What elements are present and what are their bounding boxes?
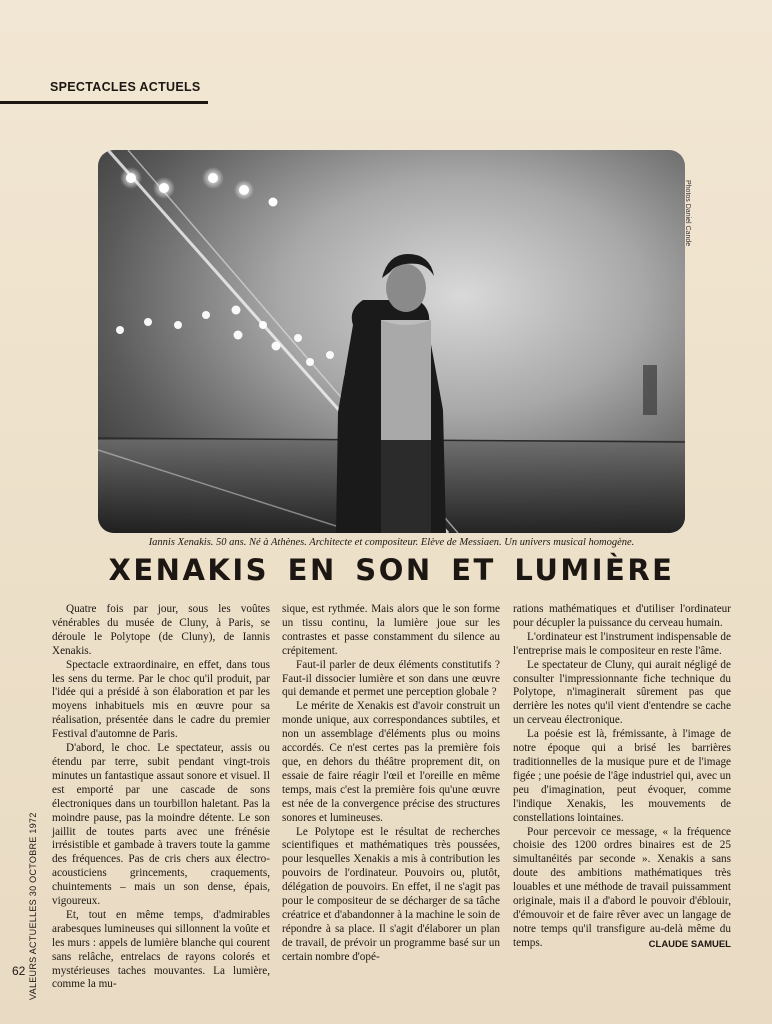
running-head: VALEURS ACTUELLES 30 OCTOBRE 1972 bbox=[28, 812, 38, 1000]
paragraph: Le mérite de Xenakis est d'avoir construit un monde unique, aux correspondances subtiles, et non un assemblage d'éléments plus ou moins accordés. Ce n'est certes pas la première fois que, en dehors du théâtre proprement dit, on essaie de faire réagir l'œil et l'oreille en même temps, mais c'est la première fois qu'une œuvre est née de la convergence précise des structures sonores et lumineuses. bbox=[282, 700, 500, 824]
paragraph: sique, est rythmée. Mais alors que le son forme un tissu continu, la lumière joue sur les contrastes et passe constamment du silence au crépitement. bbox=[282, 603, 500, 657]
paragraph: La poésie est là, frémissante, à l'image de notre époque qui a brisé les barrières traditionnelles de la musique pure et de l'image figée ; une poésie de l'âge industriel qui, avec un peu d'imagination, peut évoquer, comme l'indique Xenakis, les mouvements de constellations lointaines. bbox=[513, 728, 731, 824]
photo-credit: Photos Daniel Cande bbox=[684, 180, 691, 247]
paragraph: D'abord, le choc. Le spectateur, assis ou étendu par terre, subit pendant vingt-trois minutes un fantastique assaut sonore et visuel. Il est emporté par une cascade de sons électroniques dans un tourbillon haletant. Pas la moindre pause, pas la moindre détente. Le son jaillit de toutes parts avec une frénésie irrésistible et gambade à travers toute la gamme des fréquences. Pas de cris chers aux électro-acousticiens grincements, craquements, chuintements – mais un son dense, épais, vigoureux. bbox=[52, 742, 270, 908]
article-column-2 bbox=[282, 603, 500, 965]
paragraph: rations mathématiques et d'utiliser l'ordinateur pour décupler la puissance du cerveau humain. bbox=[513, 603, 731, 629]
paragraph: Le spectateur de Cluny, qui aurait négligé de consulter l'impressionnante fiche technique du Polytope, n'imaginerait sûrement pas que derrière les notes qu'il vient d'entendre se cache un cerveau électronique. bbox=[513, 658, 731, 727]
article-column-1 bbox=[52, 603, 270, 992]
paragraph: Faut-il parler de deux éléments constitutifs ? Faut-il dissocier lumière et son dans une œuvre qui demande et permet une perception globale ? bbox=[282, 658, 500, 699]
photo-caption: Iannis Xenakis. 50 ans. Né à Athènes. Architecte et compositeur. Elève de Messiaen. Un univers musical homogène. bbox=[148, 537, 635, 548]
author-byline: CLAUDE SAMUEL bbox=[648, 938, 731, 950]
paragraph: Et, tout en même temps, d'admirables arabesques lumineuses qui sillonnent la voûte et les murs : appels de lumière blanche qui courent sans relâche, entrelacs de rayons colorés et mystérieuses taches mouvantes. La lumière, comme la mu- bbox=[52, 908, 270, 991]
page-number: 62 bbox=[12, 964, 26, 978]
paragraph: Quatre fois par jour, sous les voûtes vénérables du musée de Cluny, à Paris, se déroule le Polytope (de Cluny), de Iannis Xenakis. bbox=[52, 603, 270, 657]
headline: XENAKIS EN SON ET LUMIÈRE bbox=[108, 553, 675, 587]
figure-composer bbox=[336, 254, 446, 533]
photo-xenakis bbox=[98, 150, 685, 533]
paragraph: Spectacle extraordinaire, en effet, dans tous les sens du terme. Par le choc qu'il produit, par l'idée qui a présidé à son élaboration et par les moyens inhabituels mis en œuvre pour sa réalisation, présentée dans le cadre du premier Festival d'automne de Paris. bbox=[52, 658, 270, 741]
section-label: SPECTACLES ACTUELS bbox=[50, 80, 201, 94]
paragraph: Le Polytope est le résultat de recherches scientifiques et mathématiques très poussées, pour lesquelles Xenakis a mis à contribution les pouvoirs de l'ordinateur. Pouvoirs ou, plutôt, délégation de pouvoirs. En effet, il ne s'agit pas pour le compositeur de se décharger de sa tâche créatrice et d'abandonner à la machine le soin de répondre à sa place. Il s'agit d'élaborer un plan de travail, de prévoir un programme basé sur un certain nombre d'opé- bbox=[282, 825, 500, 963]
paragraph: Pour percevoir ce message, « la fréquence choisie des 1200 ordres binaires est de 25 simultanéités par seconde ». Xenakis a sans doute des ambitions mathématiques très louables et une méthode de travail puissamment originale, mais il a d'abord le pouvoir d'éblouir, d'émouvoir et de faire rêver avec un langage de notre temps qu'il transfigure au-delà même du temps. bbox=[513, 825, 731, 949]
paragraph: L'ordinateur est l'instrument indispensable de l'entreprise mais le compositeur en reste l'âme. bbox=[513, 630, 731, 657]
photo-illustration bbox=[98, 150, 685, 533]
section-rule bbox=[0, 101, 208, 104]
article-column-3 bbox=[513, 603, 731, 952]
